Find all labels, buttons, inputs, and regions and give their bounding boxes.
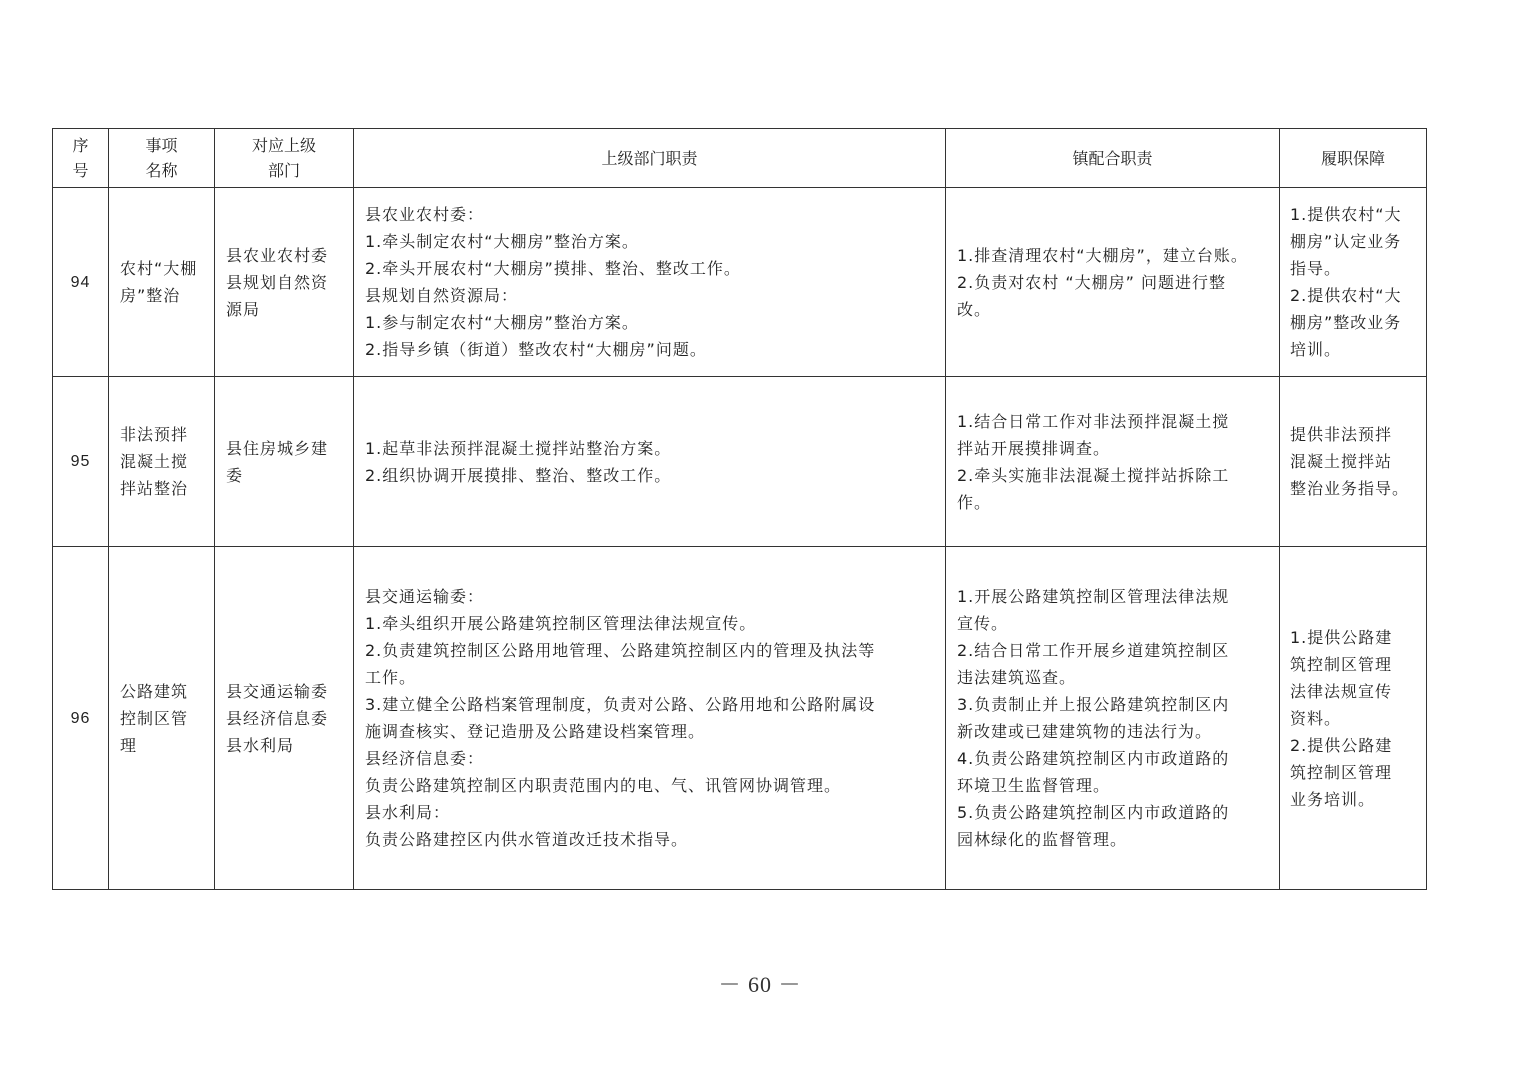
superior-duties-cell: 县交通运输委： 1.牵头组织开展公路建筑控制区管理法律法规宣传。 2.负责建筑控制区公路用地管理、公路建筑控制区内的管理及执法等 工作。 3.建立健全公路档案管理制度，负责对公路、公路用地和公路附属设 施调查核实、登记造册及公路建设档案管理。 县经济信息委： 负责公路建筑控制区内职责范围内的电、气、讯管网协调管理。 县水利局： 负责公路建控区内供水管道改迁技术指导。 xyxy=(354,547,946,890)
item-name-cell: 非法预拌 混凝土搅 拌站整治 xyxy=(109,377,215,547)
guarantee-cell: 1.提供农村“大 棚房”认定业务 指导。 2.提供农村“大 棚房”整改业务 培训。 xyxy=(1280,188,1427,377)
item-name-cell: 农村“大棚 房”整治 xyxy=(109,188,215,377)
row-number: 94 xyxy=(53,188,109,377)
guarantee-cell: 1.提供公路建 筑控制区管理 法律法规宣传 资料。 2.提供公路建 筑控制区管理 业务培训。 xyxy=(1280,547,1427,890)
superior-dept-cell: 县交通运输委 县经济信息委 县水利局 xyxy=(215,547,354,890)
page-number: － 60 － xyxy=(718,972,802,997)
header-superior-dept: 对应上级 部门 xyxy=(215,129,354,188)
header-no: 序 号 xyxy=(53,129,109,188)
superior-dept-cell: 县农业农村委 县规划自然资 源局 xyxy=(215,188,354,377)
header-guarantee: 履职保障 xyxy=(1280,129,1427,188)
row-number: 96 xyxy=(53,547,109,890)
table-row xyxy=(53,188,1427,377)
header-town-duties: 镇配合职责 xyxy=(946,129,1280,188)
superior-duties-cell: 县农业农村委： 1.牵头制定农村“大棚房”整治方案。 2.牵头开展农村“大棚房”摸排、整治、整改工作。 县规划自然资源局： 1.参与制定农村“大棚房”整治方案。 2.指导乡镇（街道）整改农村“大棚房”问题。 xyxy=(354,188,946,377)
table-row xyxy=(53,547,1427,890)
town-duties-cell: 1.结合日常工作对非法预拌混凝土搅 拌站开展摸排调查。 2.牵头实施非法混凝土搅拌站拆除工 作。 xyxy=(946,377,1280,547)
superior-duties-cell: 1.起草非法预拌混凝土搅拌站整治方案。 2.组织协调开展摸排、整治、整改工作。 xyxy=(354,377,946,547)
guarantee-cell: 提供非法预拌 混凝土搅拌站 整治业务指导。 xyxy=(1280,377,1427,547)
row-number: 95 xyxy=(53,377,109,547)
header-row xyxy=(53,129,1427,188)
table-row xyxy=(53,377,1427,547)
responsibility-table xyxy=(52,128,1427,890)
town-duties-cell: 1.排查清理农村“大棚房”，建立台账。 2.负责对农村 “大棚房” 问题进行整 改。 xyxy=(946,188,1280,377)
town-duties-cell: 1.开展公路建筑控制区管理法律法规 宣传。 2.结合日常工作开展乡道建筑控制区 违法建筑巡查。 3.负责制止并上报公路建筑控制区内 新改建或已建建筑物的违法行为。 4.负责公路建筑控制区内市政道路的 环境卫生监督管理。 5.负责公路建筑控制区内市政道路的 园林绿化的监督管理。 xyxy=(946,547,1280,890)
header-superior-duties: 上级部门职责 xyxy=(354,129,946,188)
item-name-cell: 公路建筑 控制区管 理 xyxy=(109,547,215,890)
table-header xyxy=(53,129,1427,188)
superior-dept-cell: 县住房城乡建 委 xyxy=(215,377,354,547)
header-item-name: 事项 名称 xyxy=(109,129,215,188)
